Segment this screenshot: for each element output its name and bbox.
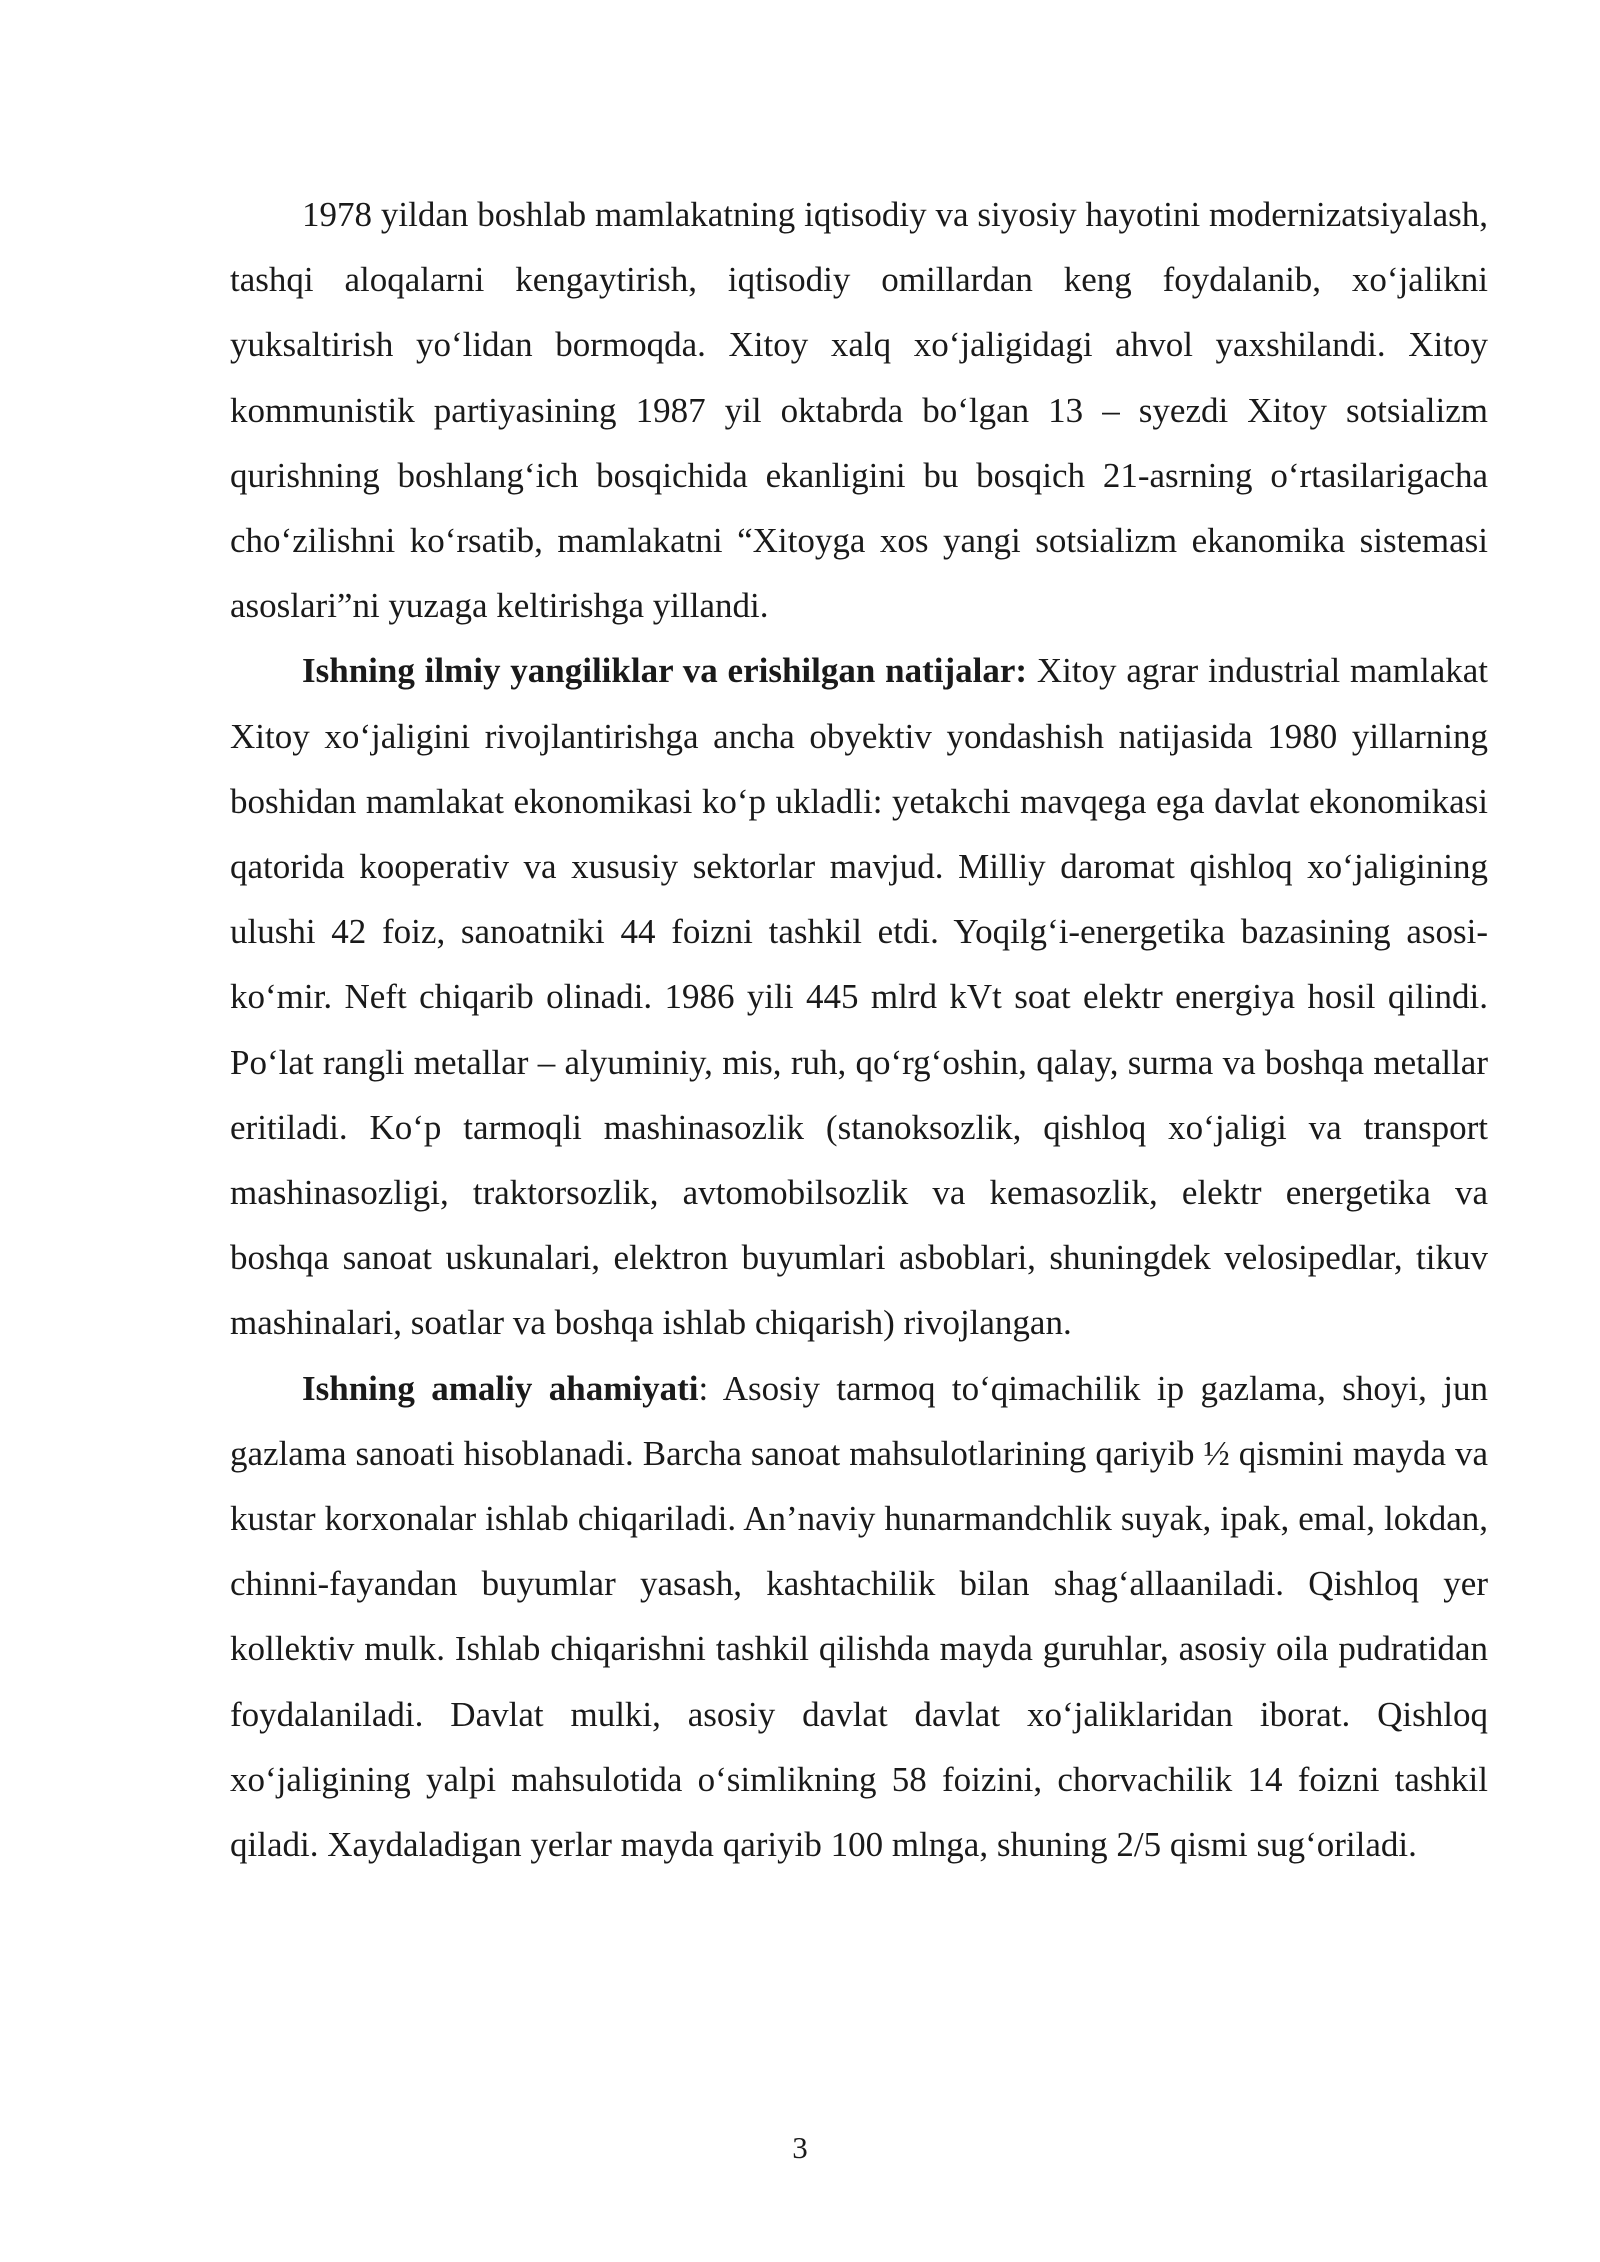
paragraph-scientific-novelty-heading: Ishning ilmiy yangiliklar va erishilgan natijalar:: [302, 651, 1028, 691]
document-body: [230, 182, 1488, 1877]
paragraph-practical-significance-heading: Ishning amaliy ahamiyati: [302, 1368, 699, 1408]
paragraph-scientific-novelty: [230, 638, 1488, 1355]
page-number: 3: [792, 2130, 808, 2165]
paragraph-practical-significance: [230, 1356, 1488, 1878]
paragraph-intro-text: 1978 yildan boshlab mamlakatning iqtisodiy va siyosiy hayotini modernizatsiyalash, tashqi aloqalarni kengaytirish, iqtisodiy omillardan keng foydalanib, xo‘jalikni yuksaltirish yo‘lidan bormoqda. Xitoy xalq xo‘jaligidagi ahvol yaxshilandi. Xitoy kommunistik partiyasining 1987 yil oktabrda bo‘lgan 13 – syezdi Xitoy sotsializm qurishning boshlang‘ich bosqichida ekanligini bu bosqich 21-asrning o‘rtasilarigacha cho‘zilishni ko‘rsatib, mamlakatni “Xitoyga xos yangi sotsializm ekanomika sistemasi asoslari”ni yuzaga keltirishga yillandi.: [230, 195, 1488, 626]
paragraph-practical-significance-text: : Asosiy tarmoq to‘qimachilik ip gazlama, shoyi, jun gazlama sanoati hisoblanadi. Barcha sanoat mahsulotlarining qariyib ½ qismini mayda va kustar korxonalar ishlab chiqariladi. An’naviy hunarmandchlik suyak, ipak, emal, lokdan, chinni-fayandan buyumlar yasash, kashtachilik bilan shag‘allaaniladi. Qishloq yer kollektiv mulk. Ishlab chiqarishni tashkil qilishda mayda guruhlar, asosiy oila pudratidan foydalaniladi. Davlat mulki, asosiy davlat davlat xo‘jaliklaridan iborat. Qishloq xo‘jaligining yalpi mahsulotida o‘simlikning 58 foizini, chorvachilik 14 foizni tashkil qiladi. Xaydaladigan yerlar mayda qariyib 100 mlnga, shuning 2/5 qismi sug‘oriladi.: [230, 1368, 1488, 1865]
paragraph-scientific-novelty-text: Xitoy agrar industrial mamlakat Xitoy xo‘jaligini rivojlantirishga ancha obyektiv yondashish natijasida 1980 yillarning boshidan mamlakat ekonomikasi ko‘p ukladli: yetakchi mavqega ega davlat ekonomikasi qatorida kooperativ va xususiy sektorlar mavjud. Milliy daromat qishloq xo‘jaligining ulushi 42 foiz, sanoatniki 44 foizni tashkil etdi. Yoqilg‘i-energetika bazasining asosi-ko‘mir. Neft chiqarib olinadi. 1986 yili 445 mlrd kVt soat elektr energiya hosil qilindi. Po‘lat rangli metallar – alyuminiy, mis, ruh, qo‘rg‘oshin, qalay, surma va boshqa metallar eritiladi. Ko‘p tarmoqli mashinasozlik (stanoksozlik, qishloq xo‘jaligi va transport mashinasozligi, traktorsozlik, avtomobilsozlik va kemasozlik, elektr energetika va boshqa sanoat uskunalari, elektron buyumlari asboblari, shuningdek velosipedlar, tikuv mashinalari, soatlar va boshqa ishlab chiqarish) rivojlangan.: [230, 651, 1488, 1343]
paragraph-intro: [230, 182, 1488, 638]
